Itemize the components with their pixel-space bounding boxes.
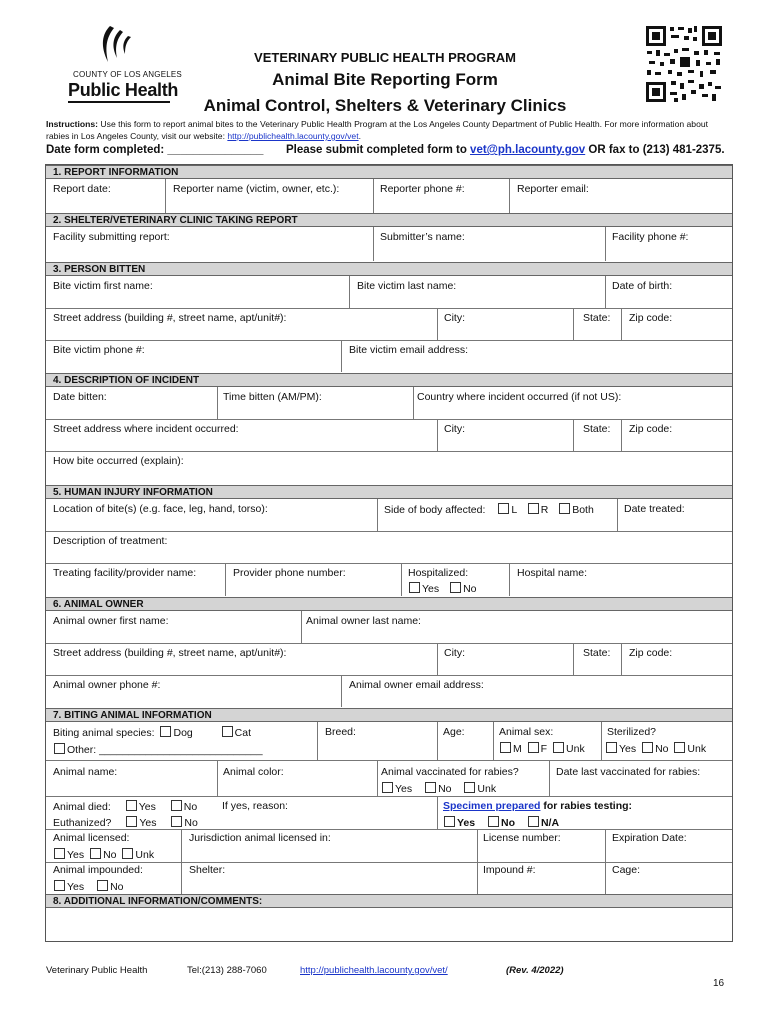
form-title: Animal Bite Reporting Form [272, 70, 498, 89]
divider [601, 722, 602, 760]
euthanized-label: Euthanized? [53, 817, 112, 829]
licensed-label: Animal licensed: [53, 832, 130, 844]
victim-state-field[interactable]: State: [583, 312, 611, 324]
sex-m-checkbox[interactable] [500, 742, 511, 753]
page-number: 16 [713, 978, 725, 989]
animal-color-field[interactable]: Animal color: [223, 766, 284, 778]
species-label: Biting animal species: [53, 727, 155, 739]
died-no-checkbox[interactable] [171, 800, 182, 811]
species-dog-label: Dog [173, 727, 193, 739]
hospitalized-yes-checkbox[interactable] [409, 582, 420, 593]
time-bitten-field[interactable]: Time bitten (AM/PM): [223, 391, 322, 403]
footer-program: Veterinary Public Health [46, 965, 148, 976]
owner-zip-field[interactable]: Zip code: [629, 647, 673, 659]
sterilized-yes-label: Yes [619, 743, 637, 755]
hospitalized-options [406, 582, 477, 595]
specimen-na-label: N/A [540, 817, 560, 829]
hospital-name-field[interactable]: Hospital name: [517, 567, 588, 579]
specimen-label: for rabies testing: [540, 800, 633, 812]
row-line [46, 760, 732, 761]
row-line [46, 829, 732, 830]
row-line [46, 340, 732, 341]
euthanized-group [53, 816, 198, 829]
died-yes-label: Yes [138, 801, 156, 813]
animal-name-field[interactable]: Animal name: [53, 766, 118, 778]
side-right-label: R [540, 504, 549, 516]
victim-phone-field[interactable]: Bite victim phone #: [53, 344, 145, 356]
death-reason-field[interactable]: If yes, reason: [222, 800, 288, 812]
incident-city-field[interactable]: City: [444, 423, 465, 435]
county-label: COUNTY OF LOS ANGELES [73, 70, 182, 79]
form-subtitle: Animal Control, Shelters & Veterinary Clinics [203, 96, 567, 115]
reporter-name-field[interactable]: Reporter name (victim, owner, etc.): [173, 183, 340, 195]
row-line [46, 419, 732, 420]
species-cat-label: Cat [234, 727, 252, 739]
divider [377, 760, 378, 796]
side-left-checkbox[interactable] [498, 503, 509, 514]
section-biting-animal: 7. BITING ANIMAL INFORMATION [46, 708, 732, 722]
divider [509, 179, 510, 213]
divider [377, 499, 378, 531]
hospitalized-label: Hospitalized: [408, 567, 469, 579]
sterilized-unk-checkbox[interactable] [674, 742, 685, 753]
divider [573, 308, 574, 340]
divider [621, 419, 622, 451]
animal-sex-label: Animal sex: [499, 726, 554, 738]
owner-state-field[interactable]: State: [583, 647, 611, 659]
divider [217, 760, 218, 796]
side-both-checkbox[interactable] [559, 503, 570, 514]
program-title: VETERINARY PUBLIC HEALTH PROGRAM [254, 50, 516, 65]
divider [217, 387, 218, 419]
divider [621, 643, 622, 675]
euthanized-yes-label: Yes [139, 817, 157, 829]
divider [621, 308, 622, 340]
vaccinated-options [379, 782, 496, 795]
euthanized-no-label: No [184, 817, 198, 829]
provider-phone-field[interactable]: Provider phone number: [233, 567, 346, 579]
date-form-completed[interactable]: Date form completed: _______________ [46, 144, 264, 156]
specimen-options [441, 816, 559, 829]
comments-field[interactable] [46, 909, 732, 941]
species-group [53, 726, 251, 739]
date-of-birth-field[interactable]: Date of birth: [612, 280, 673, 292]
hospitalized-yes-label: Yes [422, 583, 440, 595]
specimen-group [443, 800, 632, 812]
impounded-yes-checkbox[interactable] [54, 880, 65, 891]
divider [165, 179, 166, 213]
instructions-body: Use this form to report animal bites to the Veterinary Public Health Program at the Los Angeles County Department of Public Health. For more information about rabies in Los Angeles County, visit our website: [46, 119, 709, 141]
treatment-description-field[interactable]: Description of treatment: [53, 535, 168, 547]
divider [225, 563, 226, 596]
row-line [46, 531, 732, 532]
shelter-field[interactable]: Shelter: [189, 864, 226, 876]
date-bitten-field[interactable]: Date bitten: [53, 391, 107, 403]
species-other-group [51, 743, 263, 756]
divider [605, 227, 606, 261]
divider [373, 179, 374, 213]
license-number-field[interactable]: License number: [483, 832, 561, 844]
sex-unk-label: Unk [566, 743, 585, 755]
victim-zip-field[interactable]: Zip code: [629, 312, 673, 324]
section-description-incident: 4. DESCRIPTION OF INCIDENT [46, 373, 732, 387]
sterilized-options [603, 742, 706, 755]
vaccinated-yes-checkbox[interactable] [382, 782, 393, 793]
divider [341, 340, 342, 372]
section-additional-comments: 8. ADDITIONAL INFORMATION/COMMENTS: [46, 894, 732, 908]
species-other-checkbox[interactable] [54, 743, 65, 754]
specimen-na-checkbox[interactable] [528, 816, 539, 827]
owner-city-field[interactable]: City: [444, 647, 465, 659]
sex-unk-checkbox[interactable] [553, 742, 564, 753]
divider [493, 722, 494, 760]
date-treated-field[interactable]: Date treated: [624, 503, 685, 515]
licensed-yes-checkbox[interactable] [54, 848, 65, 859]
website-link[interactable]: http://publichealth.lacounty.gov/vet [227, 131, 359, 141]
victim-last-name-field[interactable]: Bite victim last name: [357, 280, 457, 292]
facility-submitting-field[interactable]: Facility submitting report: [53, 231, 170, 243]
row-line [46, 796, 732, 797]
reporter-phone-field[interactable]: Reporter phone #: [380, 183, 465, 195]
treating-facility-field[interactable]: Treating facility/provider name: [53, 567, 197, 579]
specimen-no-checkbox[interactable] [488, 816, 499, 827]
sex-f-checkbox[interactable] [528, 742, 539, 753]
breed-field[interactable]: Breed: [325, 726, 356, 738]
vaccinated-unk-label: Unk [477, 783, 497, 795]
divider [437, 643, 438, 675]
report-form [45, 164, 733, 942]
divider [549, 760, 550, 796]
side-left-label: L [511, 504, 517, 516]
date-vaccinated-field[interactable]: Date last vaccinated for rabies: [556, 766, 701, 778]
how-bite-occurred-field[interactable]: How bite occurred (explain): [53, 455, 184, 467]
divider [617, 499, 618, 531]
report-date-field[interactable]: Report date: [53, 183, 111, 195]
incident-zip-field[interactable]: Zip code: [629, 423, 673, 435]
qr-code-icon [644, 24, 724, 104]
incident-street-field[interactable]: Street address where incident occurred: [53, 423, 239, 435]
row-line [46, 308, 732, 309]
sterilized-label: Sterilized? [607, 726, 657, 738]
specimen-prepared-link[interactable]: Specimen prepared [443, 800, 541, 812]
owner-phone-field[interactable]: Animal owner phone #: [53, 679, 161, 691]
impounded-yes-label: Yes [67, 881, 85, 893]
facility-phone-field[interactable]: Facility phone #: [612, 231, 689, 243]
divider [373, 227, 374, 261]
divider [573, 643, 574, 675]
section-shelter-clinic: 2. SHELTER/VETERINARY CLINIC TAKING REPORT [46, 213, 732, 227]
sterilized-no-checkbox[interactable] [642, 742, 653, 753]
side-of-body-label: Side of body affected: [384, 504, 486, 516]
owner-email-field[interactable]: Animal owner email address: [349, 679, 484, 691]
section-person-bitten: 3. PERSON BITTEN [46, 262, 732, 276]
side-of-body-group [384, 503, 594, 516]
impounded-no-label: No [110, 881, 124, 893]
species-cat-checkbox[interactable] [222, 726, 233, 737]
incident-state-field[interactable]: State: [583, 423, 611, 435]
impounded-no-checkbox[interactable] [97, 880, 108, 891]
divider [573, 419, 574, 451]
country-field[interactable]: Country where incident occurred (if not US): [417, 391, 622, 403]
instructions-label: Instructions: [46, 119, 99, 129]
vaccinated-label: Animal vaccinated for rabies? [381, 766, 519, 778]
sterilized-unk-label: Unk [687, 743, 707, 755]
impound-number-field[interactable]: Impound #: [483, 864, 536, 876]
instructions-text [46, 118, 726, 142]
impounded-options [51, 880, 124, 893]
victim-street-field[interactable]: Street address (building #, street name, apt/unit#): [53, 312, 287, 324]
sterilized-yes-checkbox[interactable] [606, 742, 617, 753]
vaccinated-yes-label: Yes [395, 783, 413, 795]
licensed-unk-label: Unk [135, 849, 155, 861]
submit-prefix: Please submit completed form to [286, 144, 471, 156]
died-yes-checkbox[interactable] [126, 800, 137, 811]
divider [317, 722, 318, 760]
vaccinated-no-checkbox[interactable] [425, 782, 436, 793]
licensed-unk-checkbox[interactable] [122, 848, 133, 859]
owner-last-name-field[interactable]: Animal owner last name: [306, 615, 421, 627]
instructions-end: . [358, 131, 361, 141]
expiration-date-field[interactable]: Expiration Date: [612, 832, 687, 844]
email-link[interactable]: vet@ph.lacounty.gov [470, 144, 586, 156]
vaccinated-no-label: No [438, 783, 452, 795]
divider [301, 611, 302, 643]
impounded-label: Animal impounded: [53, 864, 143, 876]
animal-sex-options [497, 742, 585, 755]
sterilized-no-label: No [655, 743, 669, 755]
species-other-label[interactable]: Other: ____________________________ [67, 744, 263, 756]
divider [437, 722, 438, 760]
divider [605, 276, 606, 308]
cage-field[interactable]: Cage: [612, 864, 641, 876]
divider [341, 675, 342, 707]
footer-revision: (Rev. 4/2022) [506, 965, 564, 976]
row-line [46, 862, 732, 863]
age-field[interactable]: Age: [443, 726, 465, 738]
specimen-no-label: No [501, 817, 516, 829]
reporter-email-field[interactable]: Reporter email: [517, 183, 589, 195]
submit-instructions [286, 144, 725, 156]
footer-url-link[interactable]: http://publichealth.lacounty.gov/vet/ [300, 965, 448, 976]
divider [413, 387, 414, 419]
specimen-yes-label: Yes [457, 817, 476, 829]
divider [437, 419, 438, 451]
section-animal-owner: 6. ANIMAL OWNER [46, 597, 732, 611]
jurisdiction-field[interactable]: Jurisdiction animal licensed in: [189, 832, 331, 844]
licensed-yes-label: Yes [67, 849, 85, 861]
licensed-options [51, 848, 154, 861]
specimen-yes-checkbox[interactable] [444, 816, 455, 827]
public-health-label: Public Health [68, 80, 179, 100]
victim-email-field[interactable]: Bite victim email address: [349, 344, 469, 356]
divider [349, 276, 350, 308]
vaccinated-unk-checkbox[interactable] [464, 782, 475, 793]
owner-first-name-field[interactable]: Animal owner first name: [53, 615, 169, 627]
euthanized-no-checkbox[interactable] [171, 816, 182, 827]
side-right-checkbox[interactable] [528, 503, 539, 514]
victim-city-field[interactable]: City: [444, 312, 465, 324]
sex-m-label: M [513, 743, 522, 755]
divider [509, 563, 510, 596]
location-of-bite-field[interactable]: Location of bite(s) (e.g. face, leg, hand, torso): [53, 503, 268, 515]
submit-suffix: OR fax to (213) 481-2375. [585, 144, 725, 156]
licensed-no-checkbox[interactable] [90, 848, 101, 859]
euthanized-yes-checkbox[interactable] [126, 816, 137, 827]
hospitalized-no-checkbox[interactable] [450, 582, 461, 593]
row-line [46, 451, 732, 452]
row-line [46, 643, 732, 644]
submitter-name-field[interactable]: Submitter’s name: [380, 231, 465, 243]
section-human-injury: 5. HUMAN INJURY INFORMATION [46, 485, 732, 499]
animal-died-label: Animal died: [53, 801, 111, 813]
owner-street-field[interactable]: Street address (building #, street name, apt/unit#): [53, 647, 287, 659]
side-both-label: Both [572, 504, 594, 516]
divider [401, 563, 402, 596]
divider [437, 796, 438, 829]
victim-first-name-field[interactable]: Bite victim first name: [53, 280, 153, 292]
divider [437, 308, 438, 340]
species-dog-checkbox[interactable] [160, 726, 171, 737]
row-line [46, 675, 732, 676]
section-report-information: 1. REPORT INFORMATION [46, 165, 732, 179]
licensed-no-label: No [103, 849, 117, 861]
hospitalized-no-label: No [463, 583, 477, 595]
sex-f-label: F [540, 743, 548, 755]
died-no-label: No [183, 801, 198, 813]
animal-died-group [53, 800, 197, 813]
footer-phone: Tel:(213) 288-7060 [187, 965, 267, 976]
row-line [46, 563, 732, 564]
